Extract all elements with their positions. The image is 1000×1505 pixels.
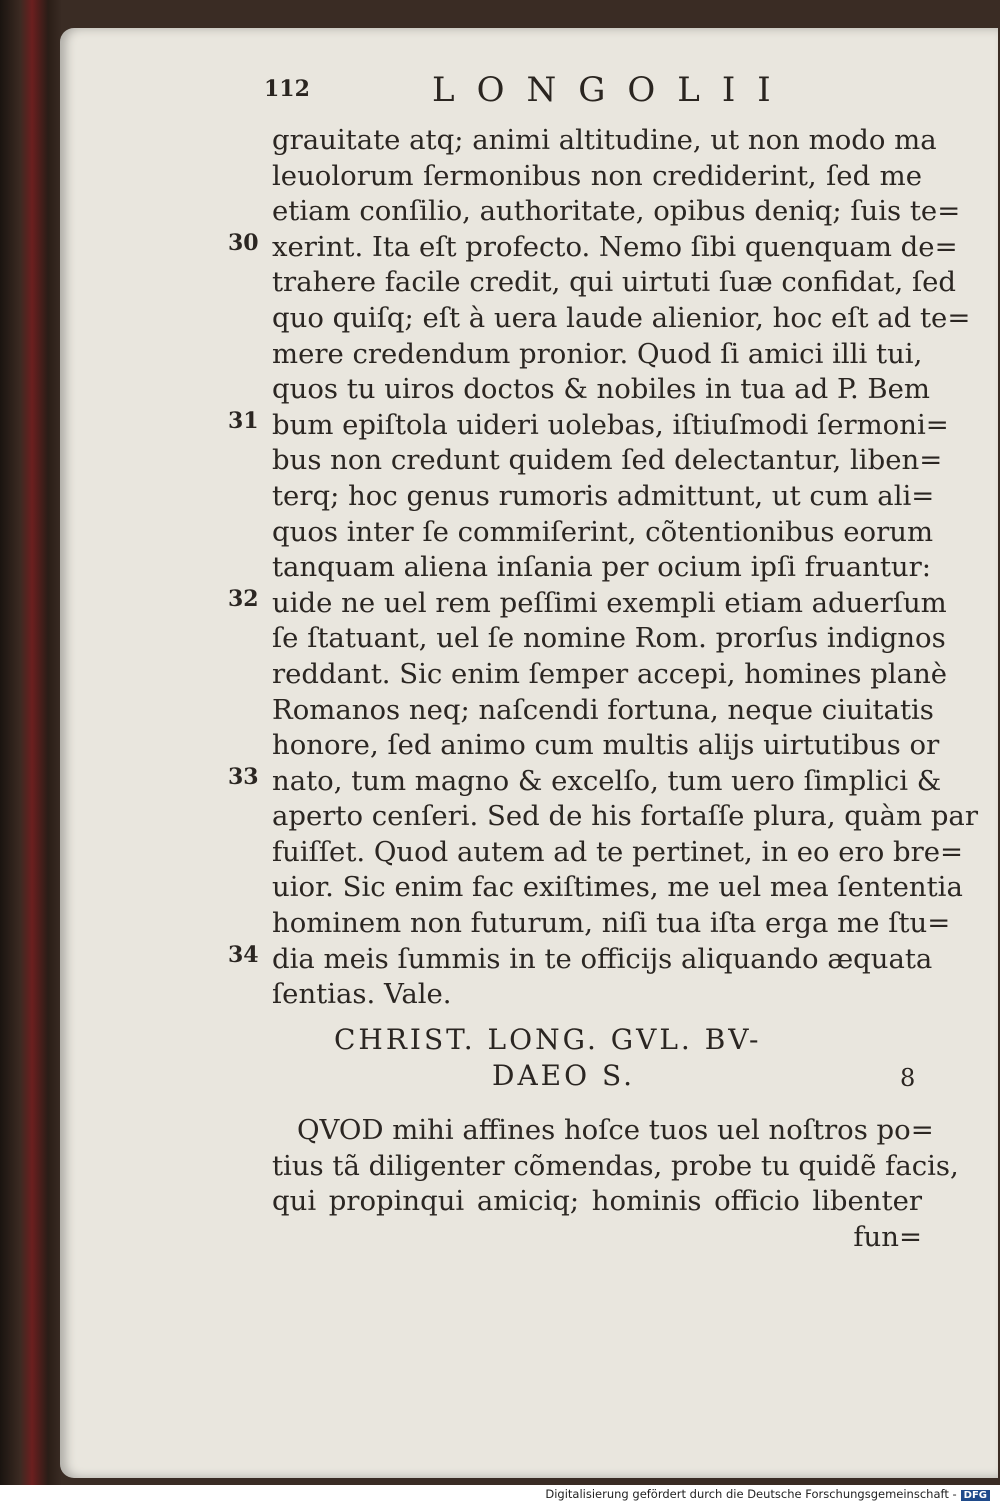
text-line: reddant. Sic enim ſemper accepi, homines planè: [272, 657, 948, 690]
text-line: bus non credunt quidem ſed delectantur, liben=: [272, 444, 943, 477]
letter-body: [272, 1113, 959, 1255]
footer-credit-text: Digitalisierung gefördert durch die Deutsche Forschungsgemeinschaft -: [545, 1487, 957, 1501]
margin-number: 31: [228, 408, 259, 434]
text-line: aperto cenſeri. Sed de his fortaſſe plura, quàm par: [272, 800, 978, 833]
signature-mark: 8: [900, 1064, 916, 1092]
letter-heading: [334, 1022, 924, 1094]
text-line: quos tu uiros doctos & nobiles in tua ad P. Bem: [272, 373, 930, 406]
text-line: ſentias. Vale.: [272, 978, 452, 1011]
margin-number: 34: [228, 942, 259, 968]
text-line: terq; hoc genus rumoris admittunt, ut cum ali=: [272, 479, 935, 512]
text-line: uide ne uel rem peſſimi exempli etiam aduerſum: [272, 586, 947, 619]
text-line: tanquam aliena inſania per ocium ipſi fruantur:: [272, 551, 931, 584]
text-line: quos inter ſe commiſerint, cõtentionibus eorum: [272, 515, 934, 548]
body-text: [272, 123, 978, 1013]
text-line: hominem non futurum, niſi tua iſta erga me ſtu=: [272, 907, 951, 940]
text-line: nato, tum magno & excelſo, tum uero ſimplici &: [272, 764, 942, 797]
footer-credit: [545, 1487, 990, 1501]
running-title: LONGOLII: [432, 70, 793, 110]
text-line: QVOD mihi affines hoſce tuos uel noſtros po=: [297, 1114, 934, 1146]
dfg-logo-icon: DFG: [961, 1490, 990, 1501]
text-line: mere credendum pronior. Quod ſi amici illi tui,: [272, 337, 923, 370]
text-line: Romanos neq; naſcendi fortuna, neque ciuitatis: [272, 693, 934, 726]
text-line: fun=: [853, 1220, 922, 1253]
text-line: quo quiſq; eſt à uera laude alienior, hoc eſt ad te=: [272, 301, 971, 334]
text-line: trahere facile credit, qui uirtuti ſuæ confidat, ſed: [272, 266, 957, 299]
margin-number: 32: [228, 586, 259, 612]
text-line: tius tã diligenter cõmendas, probe tu quidẽ facis,: [272, 1149, 959, 1182]
text-line: fuiſſet. Quod autem ad te pertinet, in eo ero bre=: [272, 835, 964, 868]
heading-line: CHRIST. LONG. GVL. BV-: [334, 1023, 762, 1056]
text-line: bum epiſtola uideri uolebas, iſtiuſmodi ſermoni=: [272, 408, 949, 441]
text-line: qui propinqui amiciq; hominis officio libenter: [272, 1185, 922, 1218]
text-line: grauitate atq; animi altitudine, ut non modo ma: [272, 124, 937, 156]
page-header: [264, 70, 912, 110]
text-line: xerint. Ita eſt profecto. Nemo ſibi quenquam de=: [272, 230, 958, 263]
margin-number: 33: [228, 764, 259, 790]
text-line: etiam conſilio, authoritate, opibus deniq; ſuis te=: [272, 195, 961, 228]
margin-number: 30: [228, 230, 259, 256]
page-number: 112: [264, 76, 310, 102]
heading-line: DAEO S.: [492, 1059, 636, 1092]
text-line: leuolorum ſermonibus non crediderint, ſed me: [272, 159, 922, 192]
text-line: dia meis ſummis in te officijs aliquando æquata: [272, 942, 933, 975]
text-line: ſe ſtatuant, uel ſe nomine Rom. prorſus indignos: [272, 622, 946, 655]
text-line: honore, ſed animo cum multis alijs uirtutibus or: [272, 729, 940, 762]
text-line: uior. Sic enim fac exiſtimes, me uel mea ſententia: [272, 871, 963, 904]
